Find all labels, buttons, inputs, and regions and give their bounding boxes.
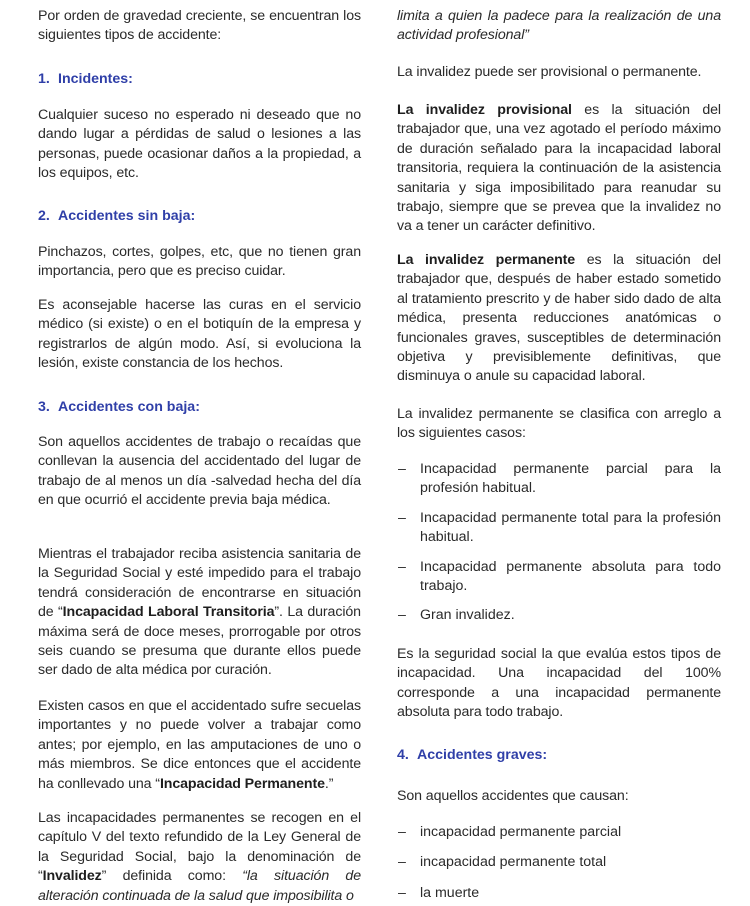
clasificacion-paragraph: La invalidez permanente se clasifica con arreglo a los siguientes casos:: [397, 406, 721, 442]
text-run: es la situación del trabajador que, una vez agotado el período máximo de duración señalado para la incapacidad laboral transitoria, requiera la continuación de la asistencia sanitaria y siga imposibilitado para reanudar su trabajo, siempre que se prevea que la invalidez no va a tener un carácter definitivo.: [397, 102, 721, 235]
con-baja-paragraph-2: [38, 545, 361, 681]
list-item: [397, 606, 721, 625]
list-item-text: Incapacidad permanente absoluta para todo trabajo.: [420, 558, 721, 595]
list-item-text: incapacidad permanente parcial: [420, 824, 622, 840]
invalidez-cases-list: [397, 460, 721, 626]
section-title: Accidentes con baja:: [58, 399, 200, 415]
graves-list: [397, 823, 721, 903]
dash-bullet: –: [398, 824, 406, 840]
section-heading-graves: [397, 746, 721, 765]
list-item: [397, 509, 721, 548]
list-item: [397, 558, 721, 597]
sin-baja-paragraph-1: Pinchazos, cortes, golpes, etc, que no tienen gran importancia, pero que es preciso cuidar.: [38, 244, 361, 280]
con-baja-paragraph-1: Son aquellos accidentes de trabajo o recaídas que conllevan la ausencia del accidentado del lugar de trabajo de al menos un día -salvedad hecha del día en que ocurrió el accidente previa baja médica.: [38, 434, 361, 509]
list-item-text: la muerte: [420, 884, 480, 901]
section-number: 4.: [397, 747, 409, 763]
seguridad-social-paragraph: Es la seguridad social la que evalúa estos tipos de incapacidad. Una incapacidad del 100% corresponde a una incapacidad permanente absoluta para todo trabajo.: [397, 646, 721, 721]
list-item: [397, 884, 721, 903]
section-number: 1.: [38, 71, 50, 87]
con-baja-paragraph-3: [38, 697, 361, 794]
term-invalidez: Invalidez: [42, 868, 102, 885]
text-run: ” definida como:: [101, 868, 243, 885]
incidentes-paragraph: Cualquier suceso no esperado ni deseado que no dando lugar a pérdidas de salud o lesiones a las personas, puede ocasionar daños a la propiedad, a los equipos, etc.: [38, 107, 361, 182]
term-invalidez-permanente: La invalidez permanente: [397, 252, 576, 268]
dash-bullet: –: [398, 509, 406, 526]
section-title: Accidentes sin baja:: [58, 208, 196, 224]
section-title: Accidentes graves:: [417, 747, 548, 763]
intro-paragraph: Por orden de gravedad creciente, se encuentran los siguientes tipos de accidente:: [38, 8, 361, 44]
dash-bullet: –: [398, 461, 406, 477]
text-run: es la situación del trabajador que, después de haber estado sometido al tratamiento prescrito y de haber sido dado de alta médica, presenta reducciones anatómicas o funcionales graves, susceptibles de determinación objetiva y previsiblemente definitivas, que disminuya o anule su capacidad laboral.: [397, 252, 721, 385]
con-baja-paragraph-4: [38, 809, 361, 906]
list-item-text: Gran invalidez.: [420, 607, 515, 624]
term-incapacidad-laboral-transitoria: Incapacidad Laboral Transitoria: [62, 604, 275, 621]
list-item: [397, 823, 721, 842]
invalidez-types-paragraph: La invalidez puede ser provisional o permanente.: [397, 64, 702, 80]
text-run: Las incapacidades permanentes se recogen en el capítulo V del texto refundido de la Ley General de la Seguridad Social, bajo la denominación de “: [38, 810, 361, 885]
term-incapacidad-permanente: Incapacidad Permanente: [159, 775, 325, 792]
section-number: 3.: [38, 399, 50, 415]
dash-bullet: –: [398, 884, 406, 901]
text-run: Mientras el trabajador reciba asistencia sanitaria de la Seguridad Social y esté impedido para el trabajo tendrá consideración de encontrarse en situación de “: [38, 546, 361, 621]
list-item: [397, 853, 721, 872]
quote-text: limita a quien la padece para la realización de una actividad profesional”: [397, 8, 721, 44]
section-number: 2.: [38, 208, 50, 224]
dash-bullet: –: [398, 558, 406, 575]
invalidez-definition-quote: “la situación de alteración continuada de la salud que imposibilita o: [38, 868, 362, 904]
invalidez-provisional-paragraph: [397, 101, 721, 237]
section-title: Incidentes:: [58, 71, 133, 87]
dash-bullet: –: [398, 854, 406, 871]
graves-intro-paragraph: Son aquellos accidentes que causan:: [397, 788, 629, 804]
text-run: ”. La duración máxima será de doce meses, prorrogable por otros seis cuando se presuma que durante ellos puede ser dado de alta médica por curación.: [38, 604, 361, 679]
list-item: [397, 460, 721, 499]
sin-baja-paragraph-2: Es aconsejable hacerse las curas en el servicio médico (si existe) o en el botiquín de la empresa y registrarlos de algún modo. Así, si evoluciona la lesión, existe constancia de los hechos.: [38, 297, 361, 372]
section-heading-incidentes: [38, 70, 361, 89]
section-heading-sin-baja: [38, 207, 361, 226]
list-item-text: Incapacidad permanente parcial para la profesión habitual.: [420, 461, 721, 497]
section-heading-con-baja: [38, 398, 361, 417]
term-invalidez-provisional: La invalidez provisional: [397, 102, 572, 118]
text-run: .”: [324, 775, 334, 792]
invalidez-permanente-paragraph: [397, 251, 721, 387]
list-item-text: incapacidad permanente total: [420, 854, 607, 871]
list-item-text: Incapacidad permanente total para la profesión habitual.: [420, 509, 721, 546]
quote-continuation: [397, 7, 721, 46]
text-run: Existen casos en que el accidentado sufre secuelas importantes y no puede volver a trabajar como antes; por ejemplo, en las amputaciones de uno o más miembros. Se dice entonces que el accidente ha conllevado una “: [38, 698, 361, 792]
dash-bullet: –: [398, 607, 406, 624]
